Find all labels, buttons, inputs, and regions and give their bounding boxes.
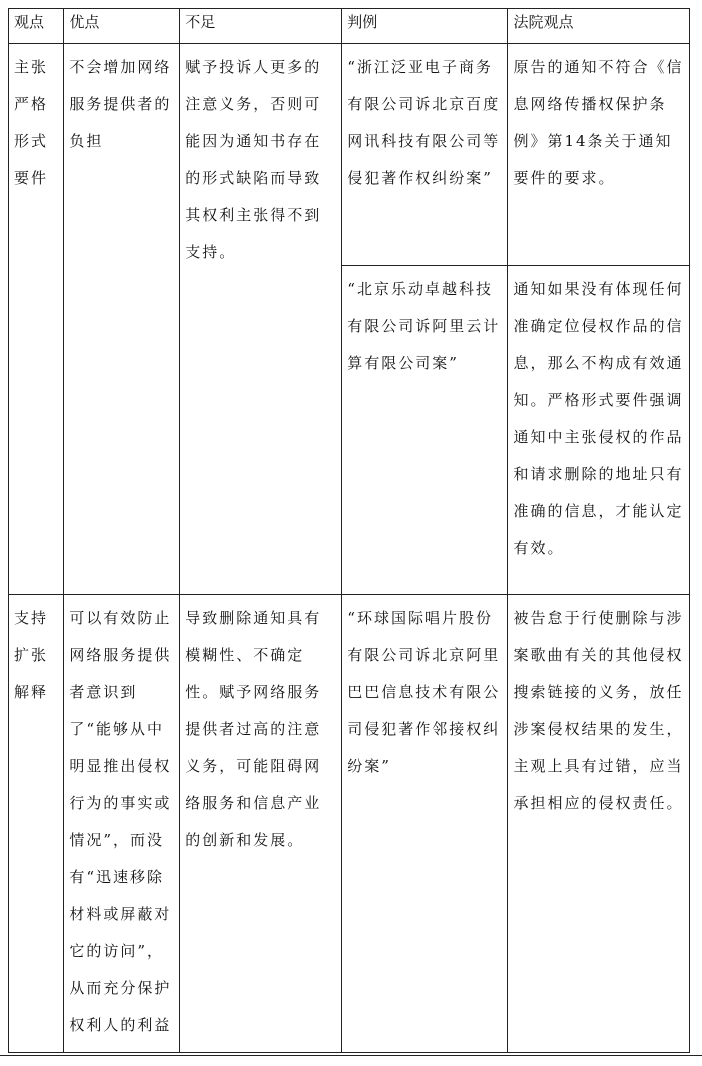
court-view-cell: 原告的通知不符合《信息网络传播权保护条例》第14条关于通知要件的要求。 xyxy=(508,44,690,266)
header-shortcoming: 不足 xyxy=(180,9,342,44)
viewpoint-cell: 支持扩张解释 xyxy=(9,595,64,1053)
table-row xyxy=(9,595,690,1053)
advantage-cell: 可以有效防止网络服务提供者意识到了“能够从中明显推出侵权行为的事实或情况”，而没有“迅速移除材料或屏蔽对它的访问”，从而充分保护权利人的利益 xyxy=(64,595,180,1053)
case-cell: “北京乐动卓越科技有限公司诉阿里云计算有限公司案” xyxy=(342,266,508,595)
court-view-cell: 被告怠于行使删除与涉案歌曲有关的其他侵权搜索链接的义务，放任涉案侵权结果的发生，主观上具有过错，应当承担相应的侵权责任。 xyxy=(508,595,690,1053)
case-cell: “环球国际唱片股份有限公司诉北京阿里巴巴信息技术有限公司侵犯著作邻接权纠纷案” xyxy=(342,595,508,1053)
comparison-table xyxy=(8,8,690,1053)
table-row xyxy=(9,44,690,266)
header-case: 判例 xyxy=(342,9,508,44)
case-cell: “浙江泛亚电子商务有限公司诉北京百度网讯科技有限公司等侵犯著作权纠纷案” xyxy=(342,44,508,266)
header-viewpoint: 观点 xyxy=(9,9,64,44)
shortcoming-cell: 导致删除通知具有模糊性、不确定性。赋予网络服务提供者过高的注意义务，可能阻碍网络服务和信息产业的创新和发展。 xyxy=(180,595,342,1053)
advantage-cell: 不会增加网络服务提供者的负担 xyxy=(64,44,180,595)
table-header-row xyxy=(9,9,690,44)
header-court-view: 法院观点 xyxy=(508,9,690,44)
court-view-cell: 通知如果没有体现任何准确定位侵权作品的信息，那么不构成有效通知。严格形式要件强调通知中主张侵权的作品和请求删除的地址只有准确的信息，才能认定有效。 xyxy=(508,266,690,595)
viewpoint-cell: 主张严格形式要件 xyxy=(9,44,64,595)
header-advantage: 优点 xyxy=(64,9,180,44)
page-bottom-rule xyxy=(0,1055,702,1056)
shortcoming-cell: 赋予投诉人更多的注意义务，否则可能因为通知书存在的形式缺陷而导致其权利主张得不到支持。 xyxy=(180,44,342,595)
